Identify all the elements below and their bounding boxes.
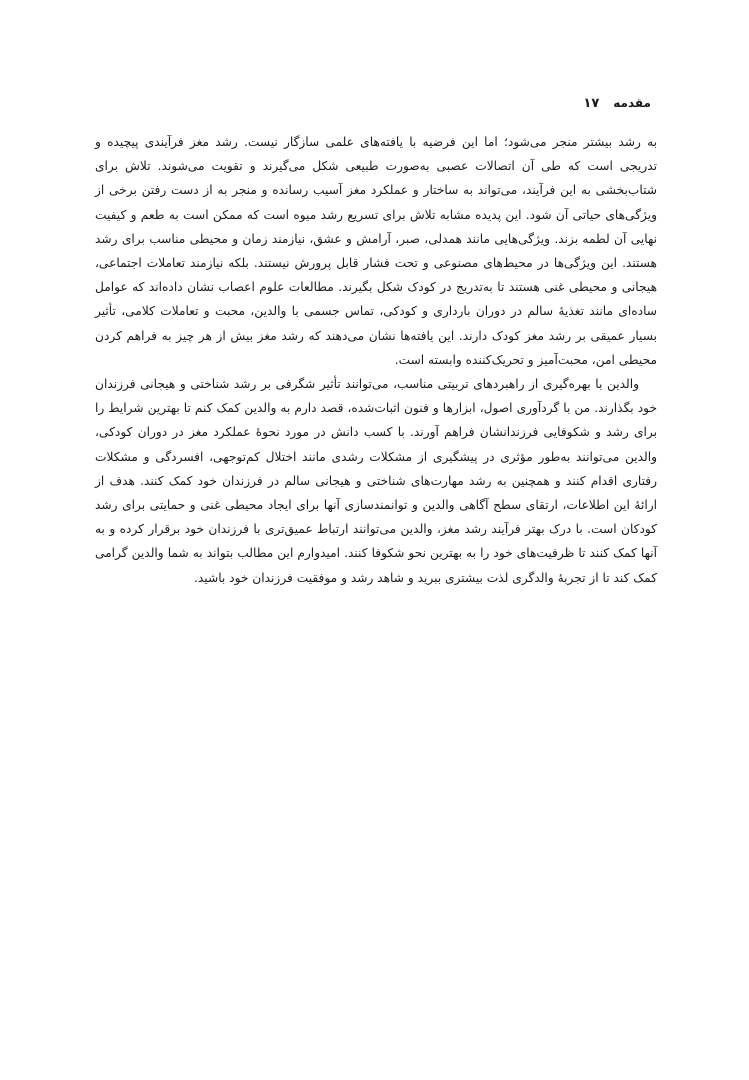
paragraph: به رشد بیشتر منجر می‌شود؛ اما این فرضیه با یافته‌های علمی سازگار نیست. رشد مغز فرآیندی پیچیده و تدریجی است که طی آن اتصالات عصبی به‌صورت طبیعی شکل می‌گیرند و تقویت می‌شوند. تلاش برای شتاب‌بخشی به این فرآیند، می‌تواند به ساختار و عملکرد مغز آسیب رسانده و منجر به از دست رفتن برخی از ویژگی‌های حیاتی آن شود. این پدیده مشابه تلاش برای تسریع رشد میوه است که ممکن است به طعم و کیفیت نهایی آن لطمه بزند. ویژگی‌هایی مانند همدلی، صبر، آرامش و عشق، نیازمند زمان و محیطی مناسب برای رشد هستند. این ویژگی‌ها در محیط‌های مصنوعی و تحت فشار قابل پرورش نیستند. بلکه نیازمند تعاملات اجتماعی، هیجانی و محیطی غنی هستند تا به‌تدریج در کودک شکل بگیرند. مطالعات علوم اعصاب نشان داده‌اند که عوامل ساده‌ای مانند تغذیهٔ سالم در دوران بارداری و کودکی، تماس جسمی با والدین، محبت و تعاملات کلامی، تأثیر بسیار عمیقی بر رشد مغز کودک دارند. این یافته‌ها نشان می‌دهند که رشد مغز بیش از هر چیز به فراهم کردن محیطی امن، محبت‌آمیز و تحریک‌کننده وابسته است. bbox=[95, 135, 657, 367]
chapter-title: مقدمه bbox=[613, 96, 651, 110]
page-number: ۱۷ bbox=[583, 96, 600, 111]
body-text bbox=[95, 130, 657, 590]
running-header bbox=[583, 96, 651, 111]
paragraph: والدین با بهره‌گیری از راهبردهای تربیتی مناسب، می‌توانند تأثیر شگرفی بر رشد شناختی و هیجانی فرزندان خود بگذارند. من با گردآوری اصول، ابزارها و فنون اثبات‌شده، قصد دارم به والدین کمک کنم تا بهترین شرایط را برای رشد و شکوفایی فرزندانشان فراهم آورند. با کسب دانش در مورد نحوهٔ عملکرد مغز در دوران کودکی، والدین می‌توانند به‌طور مؤثری در پیشگیری از مشکلات رشدی مانند اختلال کم‌توجهی، افسردگی و مشکلات رفتاری اقدام کنند و همچنین به رشد مهارت‌های شناختی و هیجانی سالم در فرزندان خود کمک کنند. هدف از ارائهٔ این اطلاعات، ارتقای سطح آگاهی والدین و توانمندسازی آنها برای ایجاد محیطی غنی و حمایتی برای رشد کودکان است. با درک بهتر فرآیند رشد مغز، والدین می‌توانند ارتباط عمیق‌تری با فرزندان خود برقرار کرده و به آنها کمک کنند تا ظرفیت‌های خود را به بهترین نحو شکوفا کنند. امیدوارم این مطالب بتواند به شما والدین گرامی کمک کند تا از تجربهٔ والدگری لذت بیشتری ببرید و شاهد رشد و موفقیت فرزندان خود باشید. bbox=[95, 377, 657, 585]
